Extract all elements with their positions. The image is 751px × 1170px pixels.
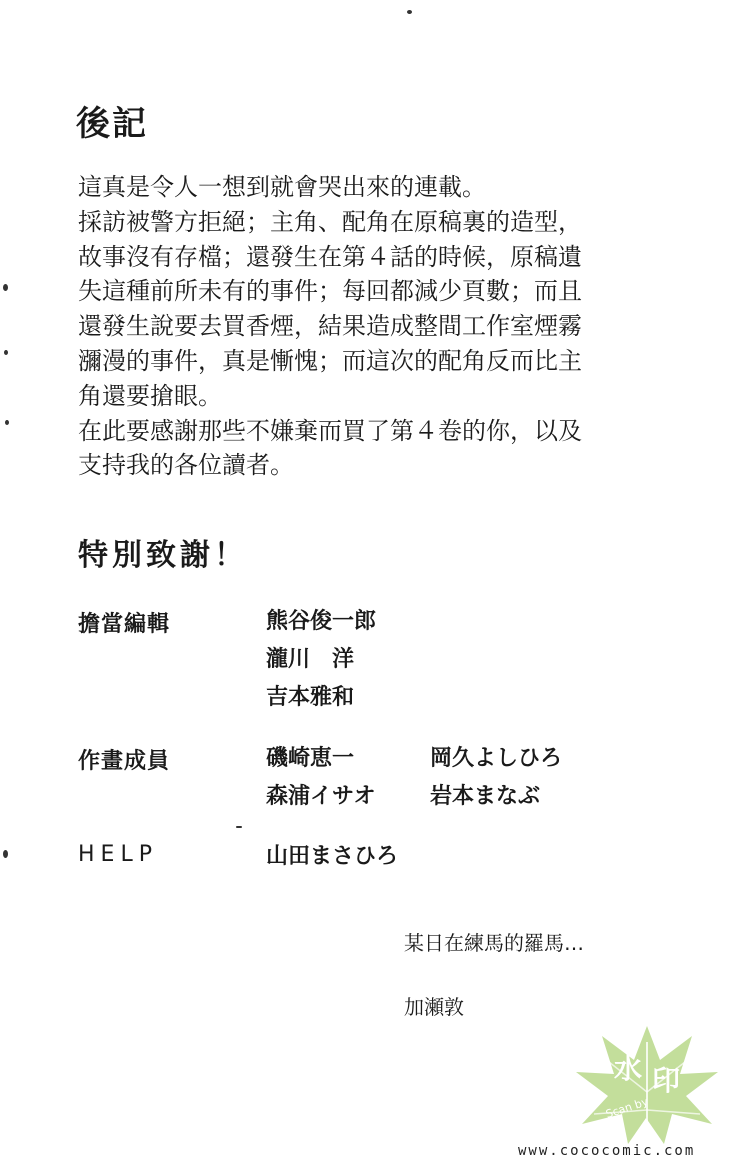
afterword-title: 後記 bbox=[76, 104, 148, 144]
credit-name: 岩本まなぶ bbox=[430, 784, 541, 809]
afterword-line: 瀰漫的事件，真是慚愧；而這次的配角反而比主 bbox=[78, 346, 582, 375]
credit-name: 瀧川 洋 bbox=[266, 647, 355, 672]
credit-label: 作畫成員 bbox=[78, 749, 171, 774]
credit-name: 磯崎恵一 bbox=[266, 746, 355, 771]
afterword-line: 失這種前所未有的事件；每回都減少頁數；而且 bbox=[78, 277, 582, 306]
credit-help bbox=[78, 838, 698, 878]
credit-label: 擔當編輯 bbox=[78, 612, 171, 637]
scan-speck bbox=[407, 10, 412, 14]
credit-name: 吉本雅和 bbox=[266, 685, 355, 710]
afterword-line: 在此要感謝那些不嫌棄而買了第４卷的你，以及 bbox=[78, 416, 582, 445]
credit-names bbox=[266, 740, 706, 816]
credit-artists bbox=[78, 740, 698, 816]
scan-speck bbox=[3, 284, 8, 291]
credit-name: 山田まさひろ bbox=[266, 844, 399, 869]
afterword-line: 還發生說要去買香煙，結果造成整間工作室煙霧 bbox=[78, 312, 582, 341]
credit-name: 熊谷俊一郎 bbox=[266, 609, 377, 634]
afterword-line: 支持我的各位讀者。 bbox=[78, 451, 294, 480]
afterword-line: 故事沒有存檔；還發生在第４話的時候，原稿遺 bbox=[78, 242, 582, 271]
credit-names bbox=[266, 838, 706, 876]
afterword-line: 採訪被警方拒絕；主角、配角在原稿裏的造型， bbox=[78, 207, 582, 236]
credit-editors bbox=[78, 603, 698, 717]
watermark-char: 印 bbox=[652, 1064, 681, 1097]
watermark-leaf-icon bbox=[572, 1022, 722, 1147]
signature-author: 加瀬敦 bbox=[404, 995, 464, 1019]
watermark-scan-credit: Scan by bbox=[604, 1095, 650, 1121]
afterword-body bbox=[78, 170, 718, 483]
credit-name: 森浦イサオ bbox=[266, 784, 376, 809]
scan-speck bbox=[3, 850, 8, 858]
scan-speck bbox=[4, 350, 8, 355]
scan-speck bbox=[5, 420, 9, 425]
watermark-char: 水 bbox=[614, 1052, 643, 1085]
credit-names bbox=[266, 603, 706, 717]
afterword-line: 這真是令人一想到就會哭出來的連載。 bbox=[78, 173, 486, 201]
credit-name: 岡久よしひろ bbox=[430, 746, 563, 771]
credit-label: HELP bbox=[78, 842, 158, 867]
scan-speck bbox=[236, 826, 242, 828]
special-thanks-heading: 特別致謝！ bbox=[78, 538, 248, 573]
watermark-site-url: www.cococomic.com bbox=[518, 1143, 696, 1159]
signature-place: 某日在練馬的羅馬… bbox=[404, 931, 584, 955]
afterword-line: 角還要搶眼。 bbox=[78, 381, 222, 410]
